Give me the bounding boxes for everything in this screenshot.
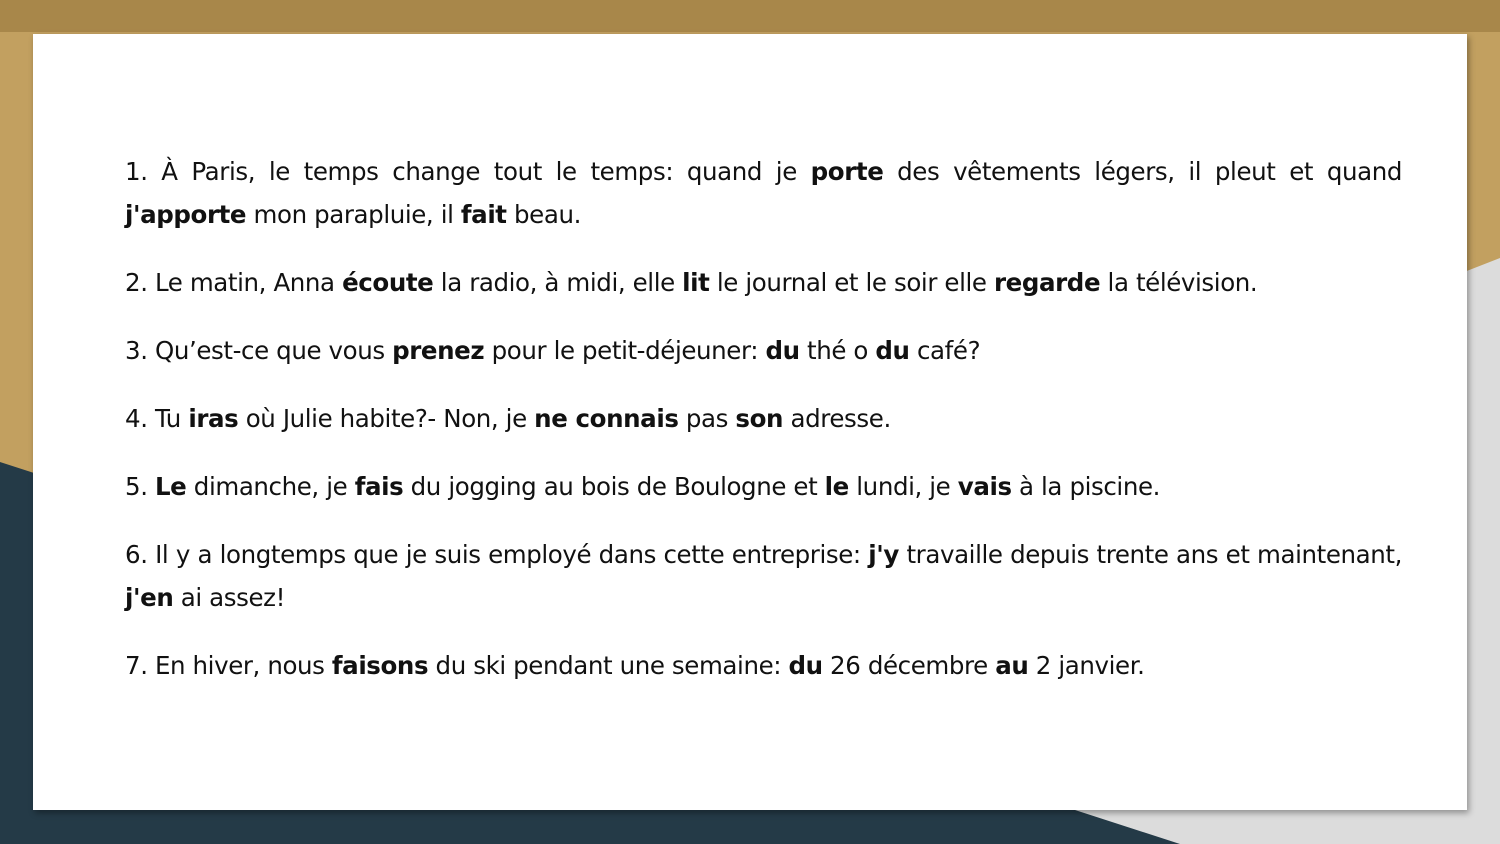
background-gold-band — [0, 0, 1500, 32]
sentence-1-verb-japporte: j'apporte — [125, 200, 247, 229]
sentence-7-text: 7. En hiver, nous — [125, 651, 332, 680]
sentence-3-article-du: du — [765, 336, 800, 365]
sentence-5-article-le: le — [824, 472, 849, 501]
sentence-5-text: lundi, je — [848, 472, 958, 501]
sentence-2-text: le journal et le soir elle — [709, 268, 994, 297]
sentence-6-text: ai assez! — [173, 583, 286, 612]
sentence-3-text: café? — [909, 336, 981, 365]
sentence-1-verb-porte: porte — [810, 157, 884, 186]
sentence-6-pronoun-jy: j'y — [868, 540, 899, 569]
sentence-7 — [125, 644, 1402, 687]
sentence-2-text: la radio, à midi, elle — [433, 268, 683, 297]
sentence-4-verb-iras: iras — [188, 404, 239, 433]
sentence-7-preposition-du: du — [788, 651, 823, 680]
sentence-7-preposition-au: au — [995, 651, 1029, 680]
sentence-5-text: 5. — [125, 472, 155, 501]
sentence-3-verb-prenez: prenez — [392, 336, 485, 365]
sentence-1-text: des vêtements légers, il pleut et quand — [883, 157, 1402, 186]
sentence-6-pronoun-jen: j'en — [125, 583, 174, 612]
sentence-4-verb-ne-connais: ne connais — [534, 404, 679, 433]
sentence-4-text: adresse. — [783, 404, 891, 433]
sentence-1-text: mon parapluie, il — [246, 200, 461, 229]
sentence-2-verb-regarde: regarde — [993, 268, 1101, 297]
sentence-4-text: pas — [678, 404, 736, 433]
sentence-3-text: thé o — [799, 336, 876, 365]
sentence-3 — [125, 329, 1402, 372]
sentence-2-verb-lit: lit — [682, 268, 710, 297]
sentence-7-text: 26 décembre — [822, 651, 996, 680]
slide-card — [33, 34, 1467, 810]
sentence-4 — [125, 397, 1402, 440]
sentence-2 — [125, 261, 1402, 304]
sentence-5 — [125, 465, 1402, 508]
sentence-6-text: 6. Il y a longtemps que je suis employé dans cette entreprise: — [125, 540, 869, 569]
sentence-7-verb-faisons: faisons — [331, 651, 429, 680]
sentence-7-text: 2 janvier. — [1028, 651, 1145, 680]
sentence-5-article-le: Le — [154, 472, 187, 501]
sentence-5-verb-fais: fais — [354, 472, 404, 501]
sentence-5-text: du jogging au bois de Boulogne et — [403, 472, 825, 501]
sentence-1 — [125, 150, 1402, 236]
sentence-5-text: dimanche, je — [186, 472, 355, 501]
sentence-5-text: à la piscine. — [1011, 472, 1161, 501]
sentence-3-article-du: du — [875, 336, 910, 365]
sentence-6-text: travaille depuis trente ans et maintenant, — [898, 540, 1403, 569]
sentence-1-text: 1. À Paris, le temps change tout le temps: quand je — [125, 157, 811, 186]
sentence-1-verb-fait: fait — [460, 200, 507, 229]
sentence-4-text: 4. Tu — [125, 404, 189, 433]
sentence-1-text: beau. — [506, 200, 581, 229]
sentence-4-possessive-son: son — [735, 404, 784, 433]
sentence-2-text: 2. Le matin, Anna — [125, 268, 343, 297]
sentence-list — [125, 150, 1402, 712]
sentence-2-verb-ecoute: écoute — [342, 268, 434, 297]
sentence-3-text: 3. Qu’est-ce que vous — [125, 336, 393, 365]
sentence-6 — [125, 533, 1402, 619]
sentence-3-text: pour le petit-déjeuner: — [484, 336, 766, 365]
sentence-2-text: la télévision. — [1100, 268, 1258, 297]
sentence-4-text: où Julie habite?- Non, je — [238, 404, 535, 433]
sentence-5-verb-vais: vais — [957, 472, 1012, 501]
sentence-7-text: du ski pendant une semaine: — [428, 651, 789, 680]
